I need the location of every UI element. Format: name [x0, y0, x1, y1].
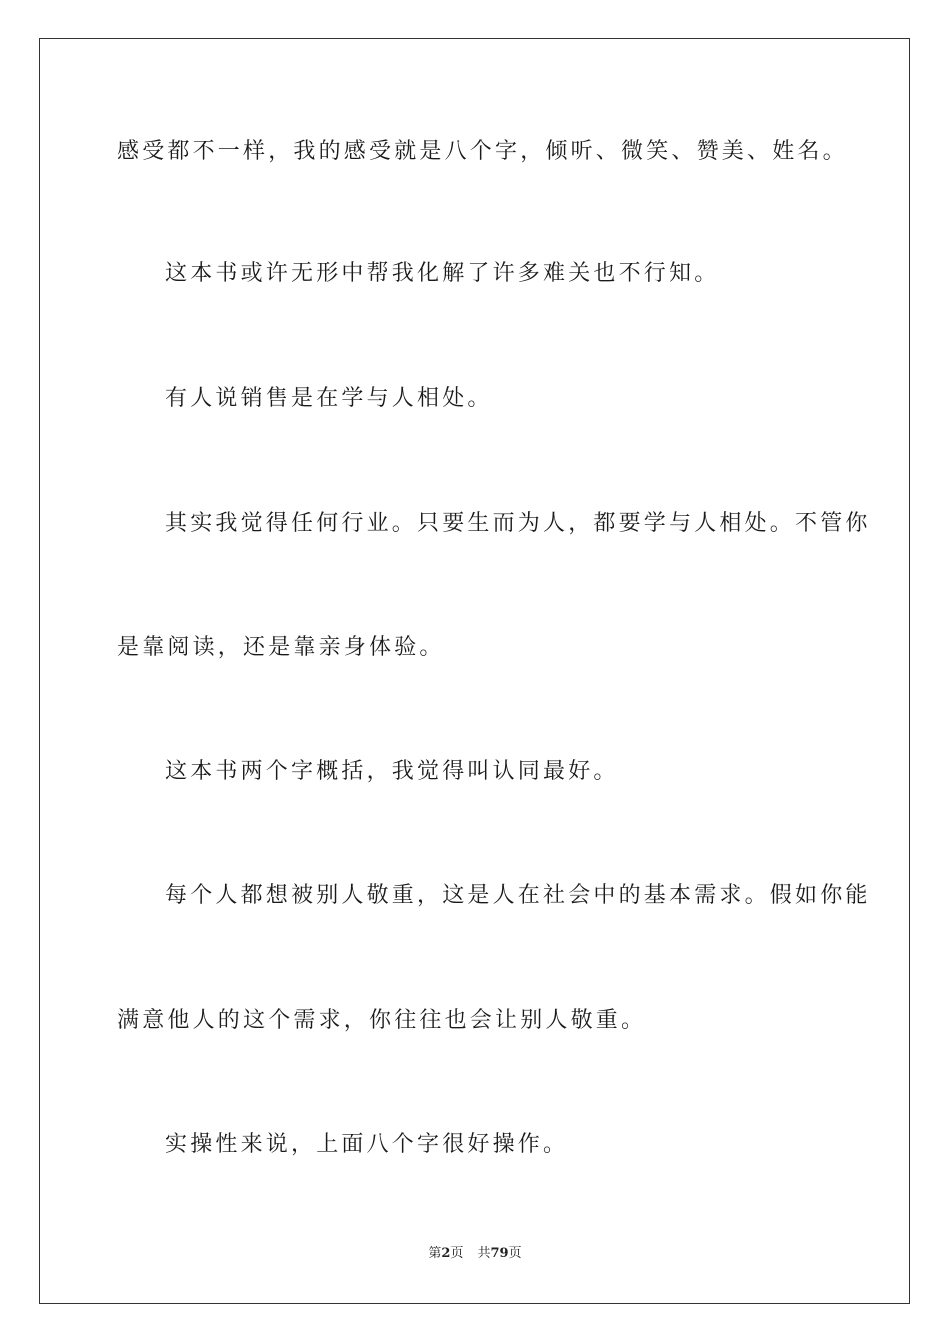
paragraph-line-4: 其实我觉得任何行业。只要生而为人，都要学与人相处。不管你 [165, 511, 871, 536]
paragraph-line-9: 实操性来说，上面八个字很好操作。 [165, 1132, 569, 1157]
paragraph-line-2: 这本书或许无形中帮我化解了许多难关也不行知。 [165, 261, 720, 286]
paragraph-line-3: 有人说销售是在学与人相处。 [165, 386, 493, 411]
page-footer [0, 1245, 950, 1263]
page-border [39, 38, 910, 1304]
footer-page-suffix: 页 [450, 1246, 464, 1261]
paragraph-line-8: 满意他人的这个需求，你往往也会让别人敬重。 [117, 1008, 647, 1033]
footer-page-prefix: 第 [428, 1246, 442, 1261]
paragraph-line-5: 是靠阅读，还是靠亲身体验。 [117, 635, 445, 660]
footer-total-suffix: 页 [508, 1246, 522, 1261]
footer-total-pages: 79 [490, 1246, 509, 1261]
footer-page-number: 2 [441, 1246, 451, 1261]
footer-total-prefix: 共 [477, 1246, 491, 1261]
paragraph-line-1: 感受都不一样，我的感受就是八个字，倾听、微笑、赞美、姓名。 [117, 139, 848, 164]
paragraph-line-6: 这本书两个字概括，我觉得叫认同最好。 [165, 759, 619, 784]
paragraph-line-7: 每个人都想被别人敬重，这是人在社会中的基本需求。假如你能 [165, 883, 871, 908]
